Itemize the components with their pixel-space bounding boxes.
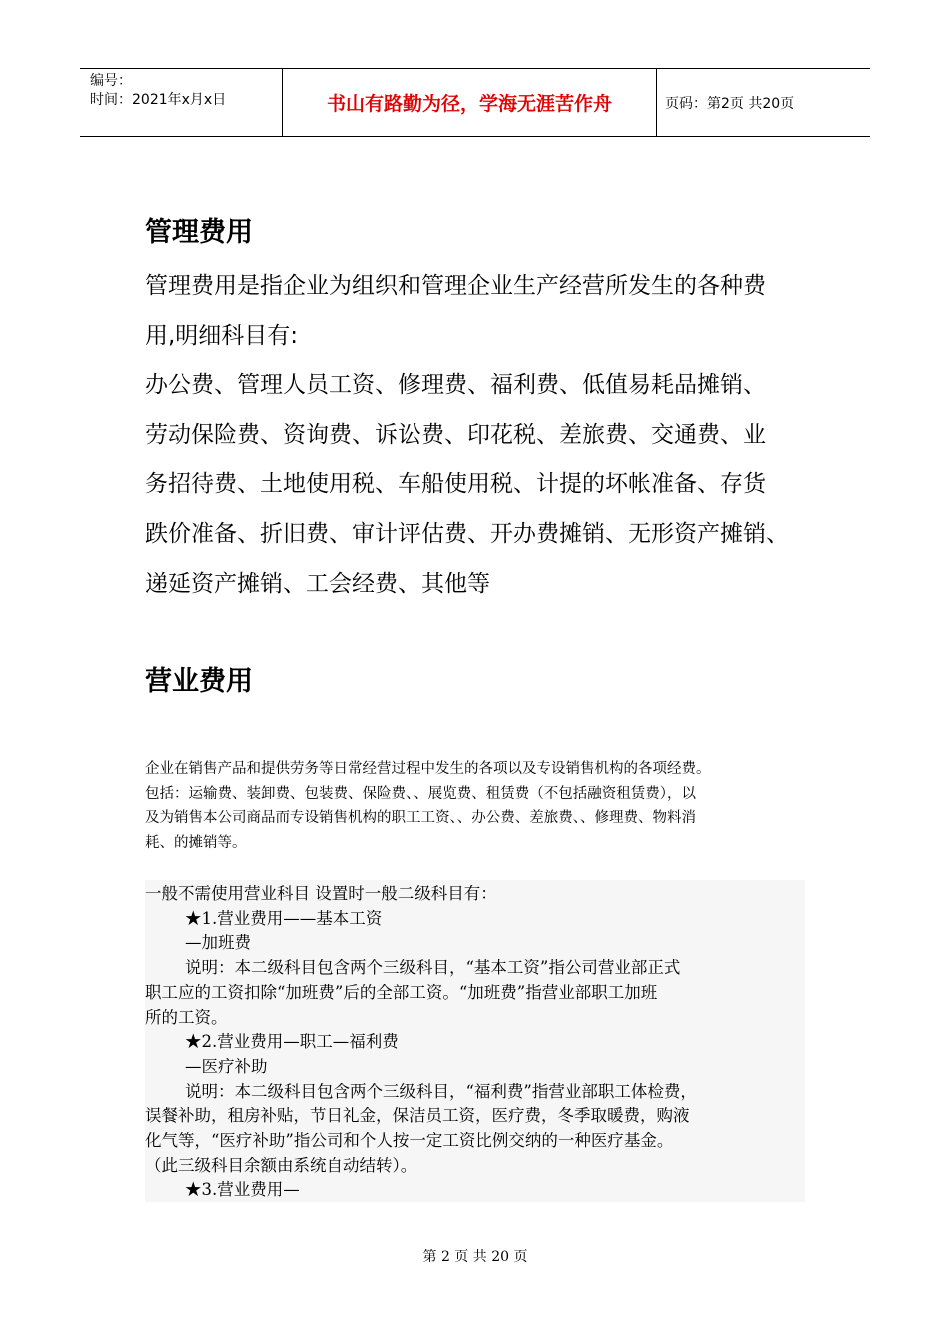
paragraph-line: 包括：运输费、装卸费、包装费、保险费、、展览费、租赁费（不包括融资租赁费），以	[145, 785, 696, 802]
paragraph-line: 劳动保险费、资询费、诉讼费、印花税、差旅费、交通费、业	[145, 421, 766, 448]
box-line: 说明：本二级科目包含两个三级科目，“福利费”指营业部职工体检费，	[185, 1081, 697, 1101]
paragraph-line: 企业在销售产品和提供劳务等日常经营过程中发生的各项以及专设销售机构的各项经费。	[145, 761, 711, 777]
paragraph-line: 用,明细科目有:	[145, 322, 299, 349]
box-line: 一般不需使用营业科目 设置时一般二级科目有：	[145, 884, 497, 903]
subaccount-notes-box	[145, 880, 805, 1202]
header-motto: 书山有路勤为径，学海无涯苦作舟	[282, 69, 657, 136]
page-footer: 第 2 页 共 20 页	[422, 1249, 528, 1265]
paragraph-line: 务招待费、土地使用税、车船使用税、计提的坏帐准备、存货	[145, 471, 766, 498]
box-line: ★2.营业费用—职工—福利费	[185, 1032, 399, 1052]
header-number-label: 编号：	[90, 73, 132, 89]
paragraph-line: 办公费、管理人员工资、修理费、福利费、低值易耗品摊销、	[145, 372, 766, 399]
box-line: 职工应的工资扣除“加班费”后的全部工资。“加班费”指营业部职工加班	[145, 982, 658, 1002]
paragraph-line: 管理费用是指企业为组织和管理企业生产经营所发生的各种费	[145, 273, 766, 299]
header-time-label: 时间：2021年x月x日	[90, 92, 227, 108]
box-line: 化气等，“医疗补助”指公司和个人按一定工资比例交纳的一种医疗基金。	[145, 1131, 674, 1151]
page-header	[80, 68, 870, 137]
paragraph-line: 及为销售本公司商品而专设销售机构的职工工资、、办公费、差旅费、、修理费、物料消	[145, 810, 696, 826]
management-expenses-paragraph	[145, 262, 825, 609]
operating-expenses-paragraph	[145, 757, 815, 855]
box-line: —医疗补助	[185, 1056, 268, 1076]
box-line: 误餐补助，租房补贴，节日礼金，保洁员工资，医疗费，冬季取暖费，购液	[145, 1106, 690, 1126]
box-line: 所的工资。	[145, 1007, 228, 1027]
paragraph-line: 递延资产摊销、工会经费、其他等	[145, 570, 490, 597]
section-title-operating-expenses: 营业费用	[145, 666, 253, 697]
section-title-management-expenses: 管理费用	[145, 217, 253, 248]
paragraph-line: 耗、的摊销等。	[145, 834, 247, 851]
box-line: ★3.营业费用—	[185, 1180, 300, 1200]
paragraph-line: 跌价准备、折旧费、审计评估费、开办费摊销、无形资产摊销、	[145, 520, 789, 547]
header-meta	[80, 69, 282, 136]
box-line: —加班费	[185, 933, 251, 953]
box-line: （此三级科目余额由系统自动结转）。	[145, 1155, 418, 1175]
header-page-info: 页码：第2页 共20页	[665, 95, 795, 112]
box-line: 说明：本二级科目包含两个三级科目，“基本工资”指公司营业部正式	[185, 958, 681, 978]
box-line: ★1.营业费用——基本工资	[185, 908, 383, 928]
